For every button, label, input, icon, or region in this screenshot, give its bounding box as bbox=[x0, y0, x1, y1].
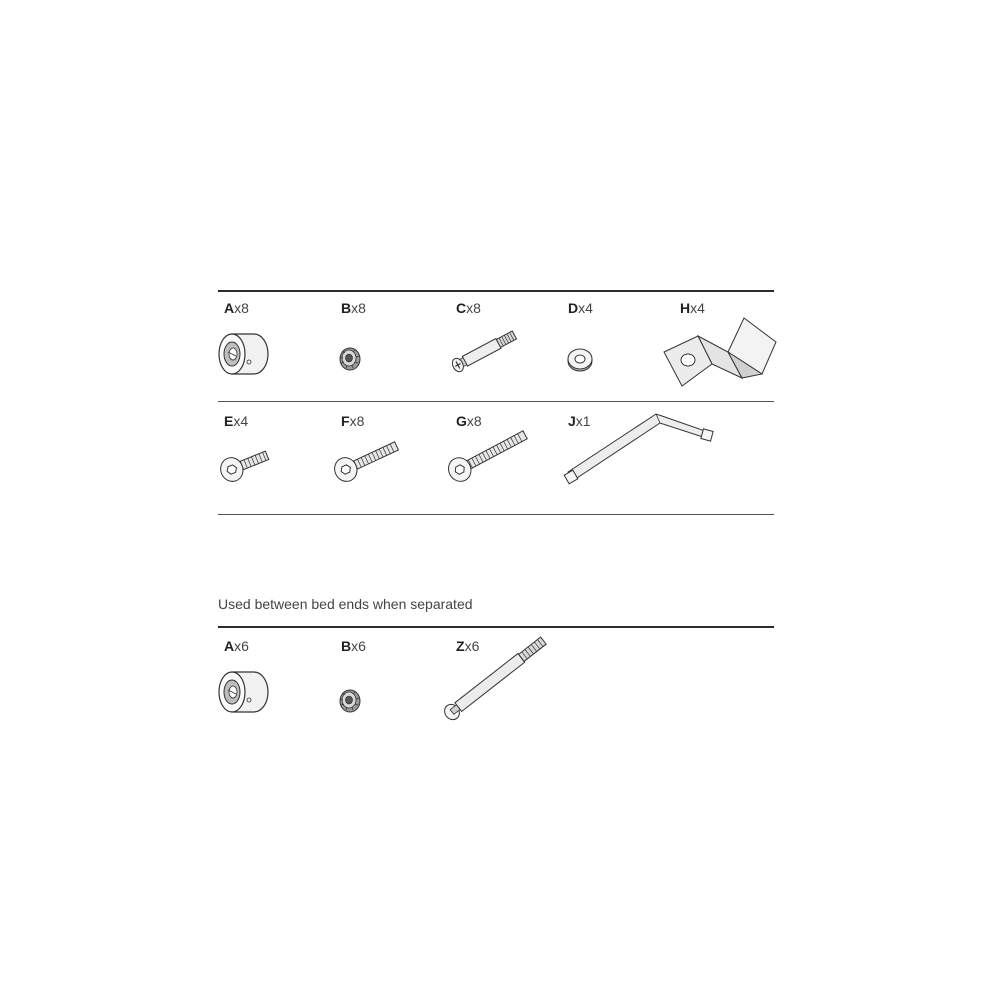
part-label-e: Ex4 bbox=[224, 413, 249, 429]
threaded-insert-icon bbox=[337, 688, 363, 714]
part-label-f: Fx8 bbox=[341, 413, 365, 429]
part-label-h: Hx4 bbox=[680, 300, 705, 316]
part-label-b2: Bx6 bbox=[341, 638, 366, 654]
part-label-j: Jx1 bbox=[568, 413, 591, 429]
part-label-z: Zx6 bbox=[456, 638, 480, 654]
short-screw-icon bbox=[216, 440, 274, 486]
part-label-b: Bx8 bbox=[341, 300, 366, 316]
part-label-a: Ax8 bbox=[224, 300, 249, 316]
section2-top-rule bbox=[218, 626, 774, 628]
part-label-d: Dx4 bbox=[568, 300, 593, 316]
cam-lock-icon bbox=[216, 668, 268, 716]
angle-bracket-icon bbox=[662, 316, 778, 388]
connector-dowel-icon bbox=[438, 630, 568, 726]
cam-lock-icon bbox=[216, 330, 268, 378]
washer-icon bbox=[565, 346, 595, 374]
section2-caption: Used between bed ends when separated bbox=[218, 596, 473, 612]
part-label-g: Gx8 bbox=[456, 413, 482, 429]
part-label-c: Cx8 bbox=[456, 300, 481, 316]
part-label-a2: Ax6 bbox=[224, 638, 249, 654]
cam-bolt-icon bbox=[446, 324, 524, 376]
allen-key-icon bbox=[562, 408, 722, 488]
medium-screw-icon bbox=[330, 432, 406, 488]
section1-top-rule bbox=[218, 290, 774, 292]
section1-middle-rule bbox=[218, 401, 774, 402]
section1-bottom-rule bbox=[218, 514, 774, 515]
threaded-insert-icon bbox=[337, 346, 363, 372]
long-screw-icon bbox=[444, 422, 538, 490]
